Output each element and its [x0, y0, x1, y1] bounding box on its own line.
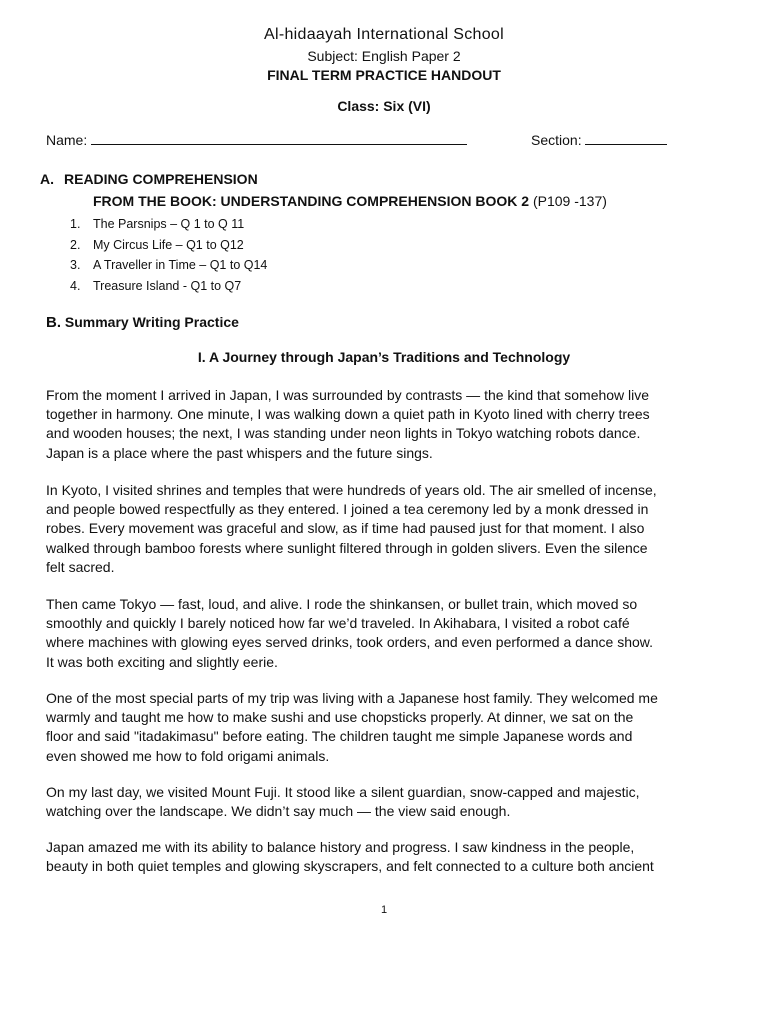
class-line: Class: Six (VI): [337, 98, 431, 114]
paragraph: [46, 783, 736, 821]
list-item-number: 3.: [70, 258, 81, 272]
list-item-text: Treasure Island - Q1 to Q7: [93, 278, 242, 293]
paragraph: [46, 838, 736, 876]
name-field: [46, 132, 467, 148]
list-item-number: 1.: [70, 217, 81, 231]
paragraph-line: From the moment I arrived in Japan, I was surrounded by contrasts — the kind that somehow live: [46, 387, 650, 403]
list-item: [70, 255, 267, 276]
list-item-text: The Parsnips – Q 1 to Q 11: [93, 217, 245, 231]
paragraph-line: together in harmony. One minute, I was walking down a quiet path in Kyoto lined with cherry trees: [46, 406, 650, 423]
subject-line: Subject: English Paper 2: [307, 48, 461, 64]
essay-title: I. A Journey through Japan’s Traditions and Technology: [197, 349, 571, 365]
list-item: [70, 276, 267, 297]
section-b-title: Summary Writing Practice: [64, 314, 239, 330]
section-a-title: READING COMPREHENSION: [64, 171, 258, 187]
name-blank-line: [91, 132, 467, 145]
paragraph: [46, 689, 736, 766]
section-a-letter: A.: [40, 171, 54, 187]
paragraph-line: even showed me how to fold origami animals.: [46, 747, 330, 764]
paragraph: [46, 386, 736, 463]
list-item: [70, 214, 267, 235]
section-b-letter: B.: [46, 314, 61, 331]
paragraph-line: On my last day, we visited Mount Fuji. It stood like a silent guardian, snow-capped and majestic,: [46, 784, 640, 800]
paragraph-line: and people bowed respectfully as they entered. I joined a tea ceremony led by a monk dressed in: [46, 501, 649, 518]
school-name: Al-hidaayah International School: [264, 26, 504, 43]
page-number: 1: [380, 904, 388, 916]
paragraph-line: walked through bamboo forests where sunlight filtered through in golden slivers. Even the silence: [46, 539, 648, 556]
paragraph-line: watching over the landscape. We didn’t say much — the view said enough.: [46, 803, 511, 820]
book-pages: (P109 -137): [532, 193, 607, 209]
section-blank-line: [585, 132, 667, 145]
paragraph-line: Japan amazed me with its ability to balance history and progress. I saw kindness in the people,: [46, 839, 635, 855]
paragraph-line: It was both exciting and slightly eerie.: [46, 653, 278, 670]
paragraph-line: robes. Every movement was graceful and slow, as if time had paused just for that moment. I also: [46, 520, 645, 537]
section-a-heading: [40, 171, 258, 187]
paragraph: [46, 595, 736, 672]
handout-title: FINAL TERM PRACTICE HANDOUT: [267, 67, 501, 83]
paragraph-line: Then came Tokyo — fast, loud, and alive. I rode the shinkansen, or bullet train, which moved so: [46, 596, 638, 612]
paragraph-line: One of the most special parts of my trip was living with a Japanese host family. They welcomed me: [46, 690, 658, 706]
list-item-text: A Traveller in Time – Q1 to Q14: [93, 258, 268, 272]
paragraph-line: felt sacred.: [46, 558, 115, 575]
story-list: [70, 214, 267, 296]
book-title: FROM THE BOOK: UNDERSTANDING COMPREHENSION BOOK 2: [93, 193, 530, 209]
section-field: [531, 132, 667, 148]
paragraph: [46, 481, 736, 577]
paragraph-line: Japan is a place where the past whispers and the future sings.: [46, 444, 433, 461]
section-b-heading: [46, 314, 239, 331]
list-item-number: 2.: [70, 237, 81, 252]
list-item-text: My Circus Life – Q1 to Q12: [93, 237, 244, 252]
name-label: Name:: [46, 132, 88, 148]
section-label: Section:: [531, 132, 582, 148]
paragraph-line: where machines with glowing eyes served drinks, took orders, and even performed a dance show.: [46, 634, 653, 651]
paragraph-line: warmly and taught me how to make sushi and use chopsticks properly. At dinner, we sat on the: [46, 709, 634, 726]
paragraph-line: In Kyoto, I visited shrines and temples that were hundreds of years old. The air smelled of incense,: [46, 482, 657, 498]
paragraph-line: beauty in both quiet temples and glowing skyscrapers, and felt connected to a culture both ancient: [46, 858, 654, 875]
list-item-number: 4.: [70, 278, 81, 293]
paragraph-line: floor and said "itadakimasu" before eating. The children taught me simple Japanese words and: [46, 728, 633, 745]
paragraph-line: smoothly and quickly I barely noticed how far we’d traveled. In Akihabara, I visited a robot café: [46, 615, 630, 632]
list-item: [70, 235, 267, 256]
paragraph-line: and wooden houses; the next, I was standing under neon lights in Tokyo watching robots dance.: [46, 425, 641, 442]
book-reference: [93, 193, 607, 209]
